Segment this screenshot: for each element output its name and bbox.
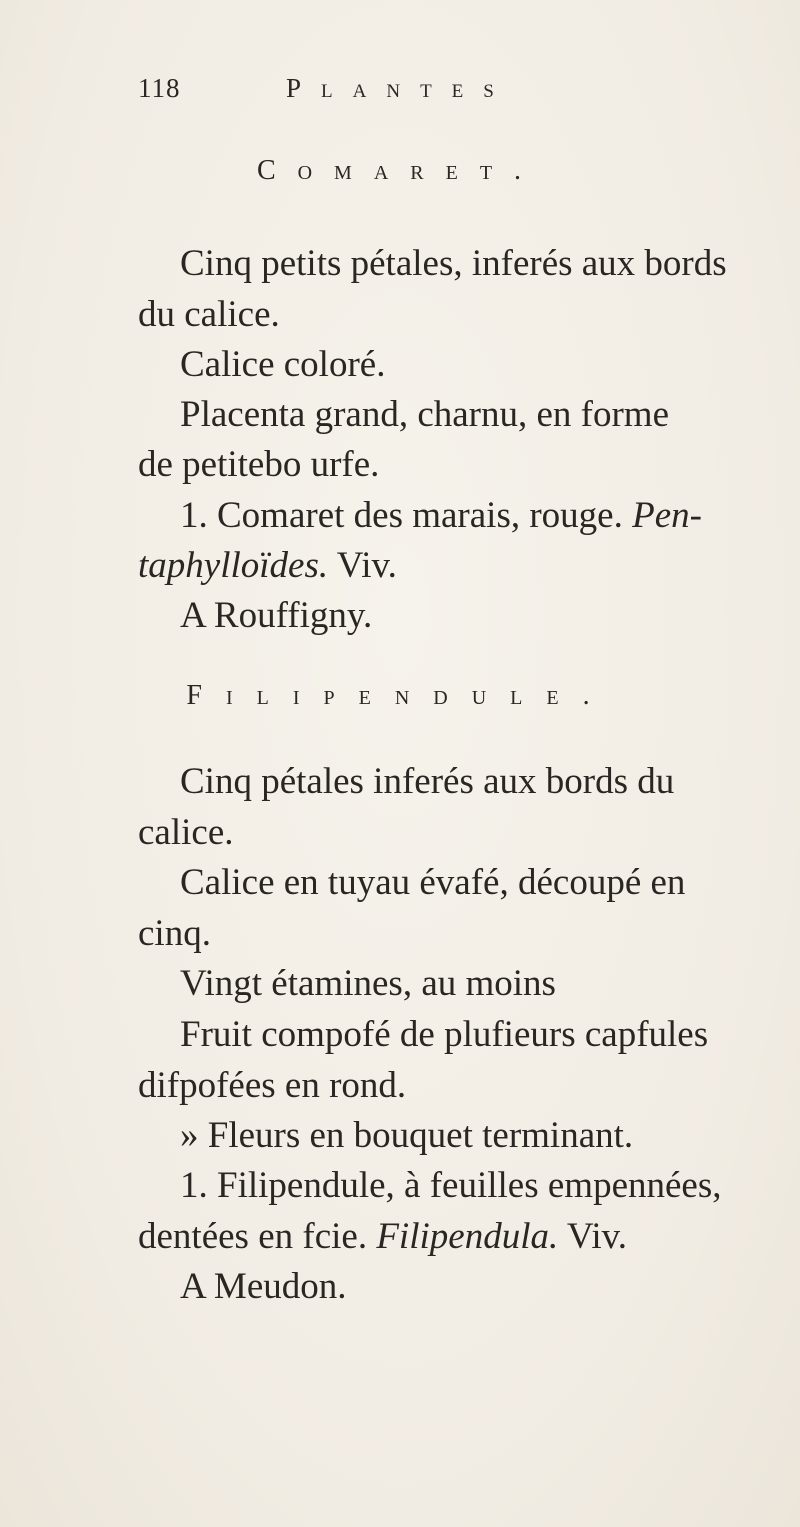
text-line: Placenta grand, charnu, en forme — [180, 394, 670, 435]
text-line — [138, 1215, 627, 1259]
text-line: Vingt étamines, au moins — [180, 963, 556, 1004]
text-line: Cinq pétales inferés aux bords du — [180, 761, 675, 802]
running-head — [138, 70, 514, 106]
text-line: de petitebo urfe. — [138, 444, 380, 485]
running-title: Plantes — [286, 73, 514, 103]
page-number: 118 — [138, 73, 181, 103]
species-name: taphylloïdes. — [138, 545, 329, 586]
text-line: A Meudon. — [180, 1266, 347, 1307]
text-span: dentées en fcie. — [138, 1216, 368, 1257]
species-name: Filipendula. — [376, 1216, 559, 1257]
text-span: 1. Comaret des marais, rouge. — [180, 495, 623, 536]
text-line: du calice. — [138, 294, 280, 335]
species-name: Pen- — [632, 495, 702, 536]
text-line — [180, 494, 702, 538]
text-line: A Rouffigny. — [180, 595, 373, 636]
text-line: Calice coloré. — [180, 344, 386, 385]
genus-heading-filipendule: Filipendule. — [186, 680, 614, 711]
text-line: Fruit compofé de plufieurs capfules — [180, 1014, 709, 1055]
text-span: Viv. — [566, 1216, 627, 1257]
text-line: difpofées en rond. — [138, 1065, 407, 1106]
text-line: » Fleurs en bouquet terminant. — [180, 1115, 634, 1156]
text-span: Viv. — [336, 545, 397, 586]
genus-heading-comaret: Comaret. — [256, 155, 544, 186]
text-line: 1. Filipendule, à feuilles empennées, — [180, 1165, 722, 1206]
text-line: Cinq petits pétales, inferés aux bords — [180, 243, 727, 284]
text-line: calice. — [138, 812, 234, 853]
text-line: Calice en tuyau évafé, découpé en — [180, 862, 686, 903]
text-line — [138, 544, 397, 588]
text-line: cinq. — [138, 913, 211, 954]
